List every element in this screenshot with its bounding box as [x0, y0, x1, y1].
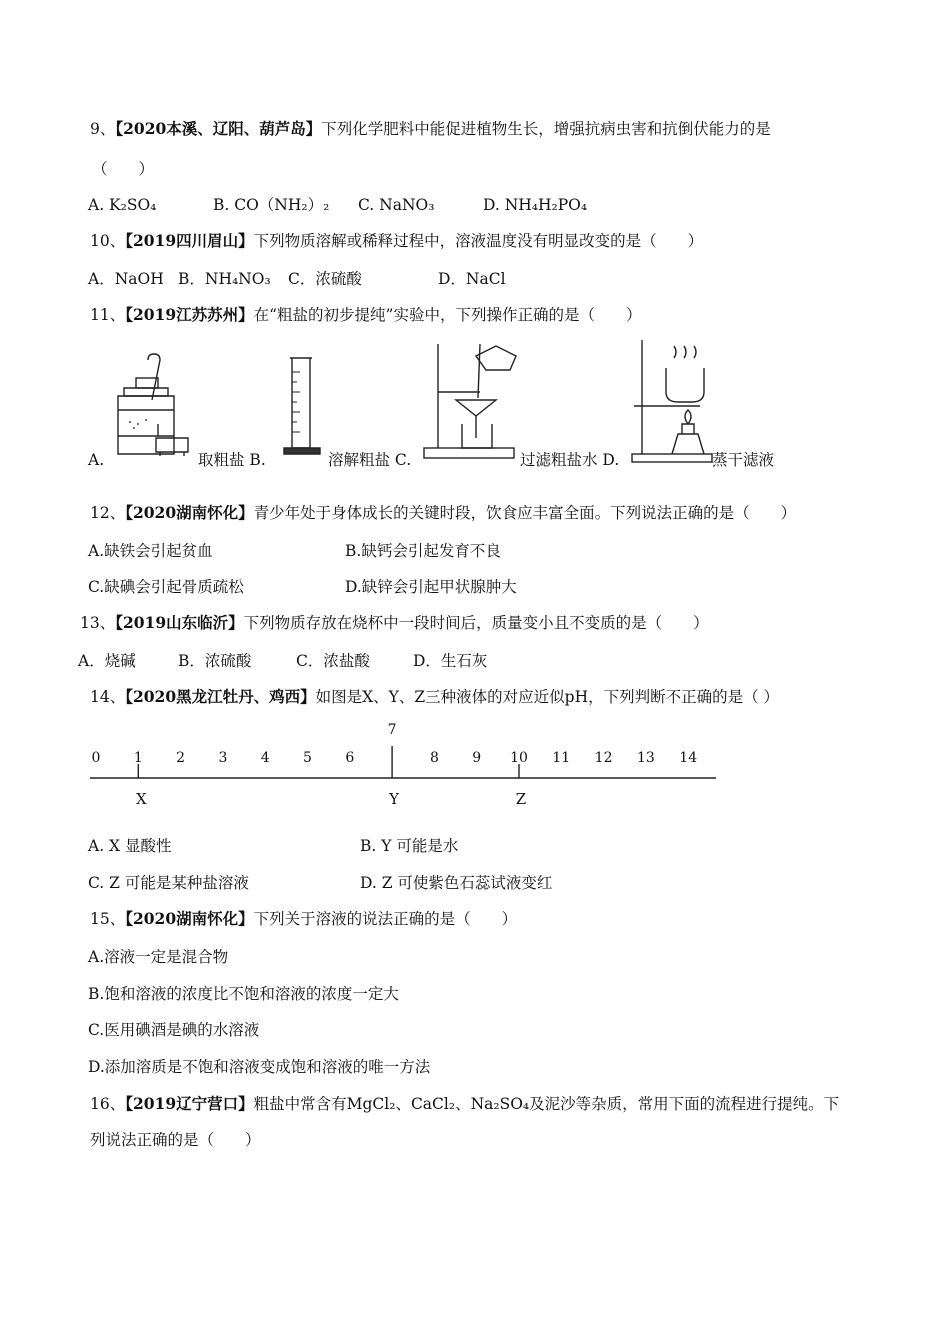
option-13d: D．生石灰	[413, 652, 488, 670]
option-12c: C.缺碘会引起骨质疏松	[88, 578, 244, 596]
ph-marker-y: Y	[389, 790, 400, 808]
option-14c: C. Z 可能是某种盐溶液	[88, 874, 249, 892]
ph-tick-label: 1	[133, 750, 143, 766]
question-source: 【2019山东临沂】	[115, 613, 244, 632]
question-source: 【2020湖南怀化】	[125, 503, 254, 522]
ph-scale-figure	[80, 718, 730, 810]
question-source: 【2019江苏苏州】	[125, 305, 254, 324]
ph-tick-label: 3	[218, 750, 228, 766]
option-12b: B.缺钙会引起发育不良	[345, 542, 501, 560]
ph-tick-label: 5	[303, 750, 312, 766]
ph-tick-label: 9	[472, 750, 482, 766]
option-15b: B.饱和溶液的浓度比不饱和溶液的浓度一定大	[88, 985, 399, 1003]
question-number: 11、	[90, 306, 126, 324]
ph-marker-x: X	[135, 790, 147, 808]
question-16-stem-cont: 列说法正确的是（ ）	[90, 1131, 261, 1149]
ph-tick-label: 4	[260, 750, 270, 766]
question-text: 粗盐中常含有MgCl₂、CaCl₂、Na₂SO₄及泥沙等杂质，常用下面的流程进行提纯。下	[253, 1095, 840, 1113]
option-13b: B．浓硫酸	[178, 652, 252, 670]
ph-tick-label: 6	[345, 750, 355, 766]
ph-tick-label: 8	[429, 750, 439, 766]
option-15c: C.医用碘酒是碘的水溶液	[88, 1021, 260, 1039]
question-source: 【2020黑龙江牡丹、鸡西】	[125, 687, 316, 706]
filtration-figure	[420, 342, 520, 464]
option-10b: B．NH₄NO₃	[178, 270, 271, 288]
option-9d: D. NH₄H₂PO₄	[483, 196, 588, 214]
question-15-stem	[90, 909, 517, 929]
question-10-stem	[90, 231, 703, 251]
question-text: 如图是X、Y、Z三种液体的对应近似pH，下列判断不正确的是（ ）	[315, 688, 780, 706]
option-9a: A. K₂SO₄	[88, 196, 157, 214]
option-12d: D.缺锌会引起甲状腺肿大	[345, 578, 517, 596]
option-13c: C．浓盐酸	[296, 652, 370, 670]
graduated-cylinder-figure	[280, 352, 324, 462]
ph-tick-label: 14	[679, 750, 698, 766]
question-source: 【2020湖南怀化】	[125, 909, 254, 928]
question-number: 16、	[90, 1095, 126, 1113]
option-9c: C. NaNO₃	[358, 196, 435, 214]
option-13a: A．烧碱	[78, 652, 136, 670]
evaporation-figure	[630, 338, 714, 466]
question-14-stem	[90, 687, 779, 707]
question-text: 在“粗盐的初步提纯”实验中，下列操作正确的是（ ）	[253, 306, 642, 324]
option-14a: A. X 显酸性	[88, 837, 172, 855]
ph-tick-label: 13	[636, 750, 655, 766]
question-number: 15、	[90, 910, 126, 928]
question-9-stem	[90, 119, 771, 139]
option-9b: B. CO（NH₂）₂	[213, 196, 330, 214]
question-12-stem	[90, 503, 796, 523]
option-14b: B. Y 可能是水	[360, 837, 459, 855]
question-number: 13、	[80, 614, 116, 632]
question-text: 青少年处于身体成长的关键时段，饮食应丰富全面。下列说法正确的是（ ）	[253, 504, 797, 522]
ph-marker-z: Z	[515, 790, 527, 808]
ph-tick-label: 11	[552, 750, 571, 766]
option-12a: A.缺铁会引起贫血	[88, 542, 213, 560]
option-10a: A．NaOH	[88, 270, 164, 288]
figure-label-e: 蒸干滤液	[712, 451, 775, 469]
option-14d: D. Z 可使紫色石蕊试液变红	[360, 874, 553, 892]
figure-label-c: 溶解粗盐 C.	[328, 451, 412, 469]
question-source: 【2020本溪、辽阳、葫芦岛】	[115, 119, 322, 138]
question-text: 下列物质存放在烧杯中一段时间后，质量变小且不变质的是（ ）	[243, 614, 709, 632]
question-number: 14、	[90, 688, 126, 706]
option-15a: A.溶液一定是混合物	[88, 948, 229, 966]
figure-label-b: 取粗盐 B.	[198, 451, 266, 469]
ph-tick-label: 12	[594, 750, 613, 766]
figure-label-a: A.	[88, 451, 105, 469]
figure-label-d: 过滤粗盐水 D.	[520, 451, 620, 469]
option-10d: D．NaCl	[438, 270, 506, 288]
option-15d: D.添加溶质是不饱和溶液变成饱和溶液的唯一方法	[88, 1058, 431, 1076]
question-text: 下列关于溶液的说法正确的是（ ）	[253, 910, 518, 928]
question-source: 【2019辽宁营口】	[125, 1094, 254, 1113]
ph-tick-label: 0	[91, 750, 101, 766]
question-source: 【2019四川眉山】	[125, 231, 254, 250]
question-9-blank: （ ）	[92, 160, 155, 178]
option-10c: C．浓硫酸	[288, 270, 362, 288]
ph-tick-label: 2	[176, 750, 186, 766]
question-number: 9、	[90, 120, 116, 138]
question-number: 10、	[90, 232, 126, 250]
question-number: 12、	[90, 504, 126, 522]
question-16-stem	[90, 1094, 839, 1114]
ph-tick-label: 10	[510, 750, 528, 766]
question-13-stem	[80, 613, 709, 633]
question-11-stem	[90, 305, 641, 325]
ph-tick-label: 7	[387, 722, 397, 738]
reagent-bottle-figure	[106, 352, 194, 462]
question-text: 下列化学肥料中能促进植物生长，增强抗病虫害和抗倒伏能力的是	[321, 120, 771, 138]
question-text: 下列物质溶解或稀释过程中，溶液温度没有明显改变的是（ ）	[253, 232, 704, 250]
